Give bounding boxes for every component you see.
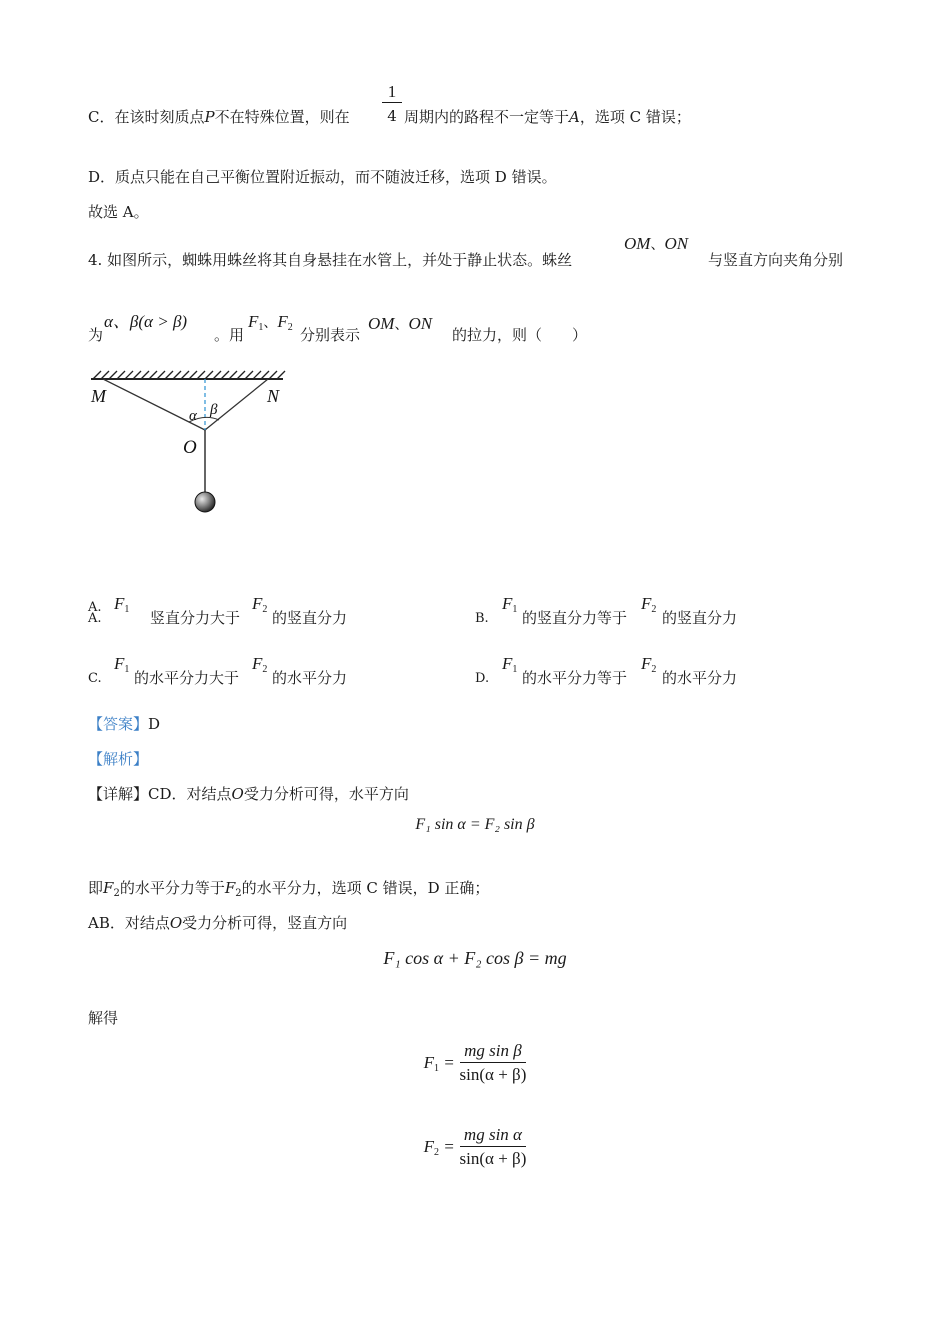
option-b[interactable]: B. [475, 611, 489, 626]
q4-om-on-2: OM、ON [368, 314, 433, 333]
option-d-explanation: D．质点只能在自己平衡位置附近振动，而不随波迁移，选项 D 错误。 [88, 168, 557, 186]
label-alpha: α [189, 408, 197, 424]
equation-vertical: F₁ cos α + F₂ cos β = mg [383, 948, 567, 968]
option-c-f1: $F_1$ [114, 654, 130, 675]
option-a-letter-pos: A. [88, 611, 102, 626]
question-4-stem-line2-yong: 。用 [214, 326, 245, 344]
option-c[interactable]: C. [88, 671, 102, 686]
equation-horizontal: F₁ sin α = F₂ sin β [415, 816, 535, 833]
question-4-stem: 4. 如图所示，蜘蛛用蛛丝将其自身悬挂在水管上，并处于静止状态。蛛丝 [88, 251, 573, 269]
ceiling-pipe [91, 371, 285, 379]
option-d[interactable]: D. [475, 671, 490, 686]
analysis-label: 【解析】 [88, 750, 149, 768]
equation-f2: $F_2$ = $\frac{\text{mg sin α}}{\sin(\alpha + \beta)}$ [423, 1125, 527, 1168]
option-a-text: 竖直分力大于 [150, 609, 241, 627]
option-a-text2: 的竖直分力 [272, 609, 348, 627]
option-d-text: 的水平分力等于 [522, 669, 628, 687]
option-b-text2: 的竖直分力 [662, 609, 738, 627]
answer-line: 【答案】D [88, 715, 161, 733]
solve-label: 解得 [88, 1009, 119, 1027]
option-b-text: 的竖直分力等于 [522, 609, 628, 627]
label-o: O [183, 437, 197, 458]
question-4-stem-fenbie: 分别表示 [300, 326, 361, 344]
label-n: N [267, 386, 280, 406]
question-4-stem-line2-end: 的拉力，则（ ） [452, 326, 588, 344]
question-4-stem-end: 与竖直方向夹角分别 [708, 251, 844, 269]
option-a-f2: $F_2$ [252, 594, 268, 615]
choice-conclusion: 故选 A。 [88, 203, 149, 221]
label-beta: β [210, 402, 218, 418]
option-d-f1: $F_1$ [502, 654, 518, 675]
q4-om-on: OM、ON [624, 234, 689, 253]
option-c-f2: $F_2$ [252, 654, 268, 675]
option-c-explanation: C．在该时刻质点P不在特殊位置，则在 [88, 108, 350, 126]
angle-condition: α、β(α > β) [104, 312, 188, 331]
quarter-fraction: 1 4 [382, 82, 402, 129]
spider-ball [195, 492, 215, 512]
option-a-f1: $F_1$ [114, 594, 130, 615]
option-b-f1: $F_1$ [502, 594, 518, 615]
spider-hanging-figure [85, 362, 295, 522]
detail-line: 【详解】CD．对结点O受力分析可得，水平方向 [88, 785, 409, 803]
option-b-f2: $F_2$ [641, 594, 657, 615]
horizontal-conclusion: 即$F_2$的水平分力等于$F_2$的水平分力，选项 C 错误，D 正确； [88, 879, 490, 899]
option-c-explanation-tail: 周期内的路程不一定等于A，选项 C 错误； [404, 108, 691, 126]
ab-line: AB．对结点O受力分析可得，竖直方向 [88, 914, 348, 932]
question-4-stem-line2-start: 为 [88, 326, 104, 344]
option-a[interactable]: A. [88, 600, 102, 615]
label-m: M [91, 386, 106, 406]
equation-f1: $F_1$ = $\frac{\text{mg sin β}}{\sin(\alpha + \beta)}$ [423, 1041, 527, 1084]
option-d-text2: 的水平分力 [662, 669, 738, 687]
option-c-text: 的水平分力大于 [134, 669, 240, 687]
f1-f2-symbols: $F_1$、$F_2$ [248, 312, 293, 333]
option-d-f2: $F_2$ [641, 654, 657, 675]
option-c-text2: 的水平分力 [272, 669, 348, 687]
